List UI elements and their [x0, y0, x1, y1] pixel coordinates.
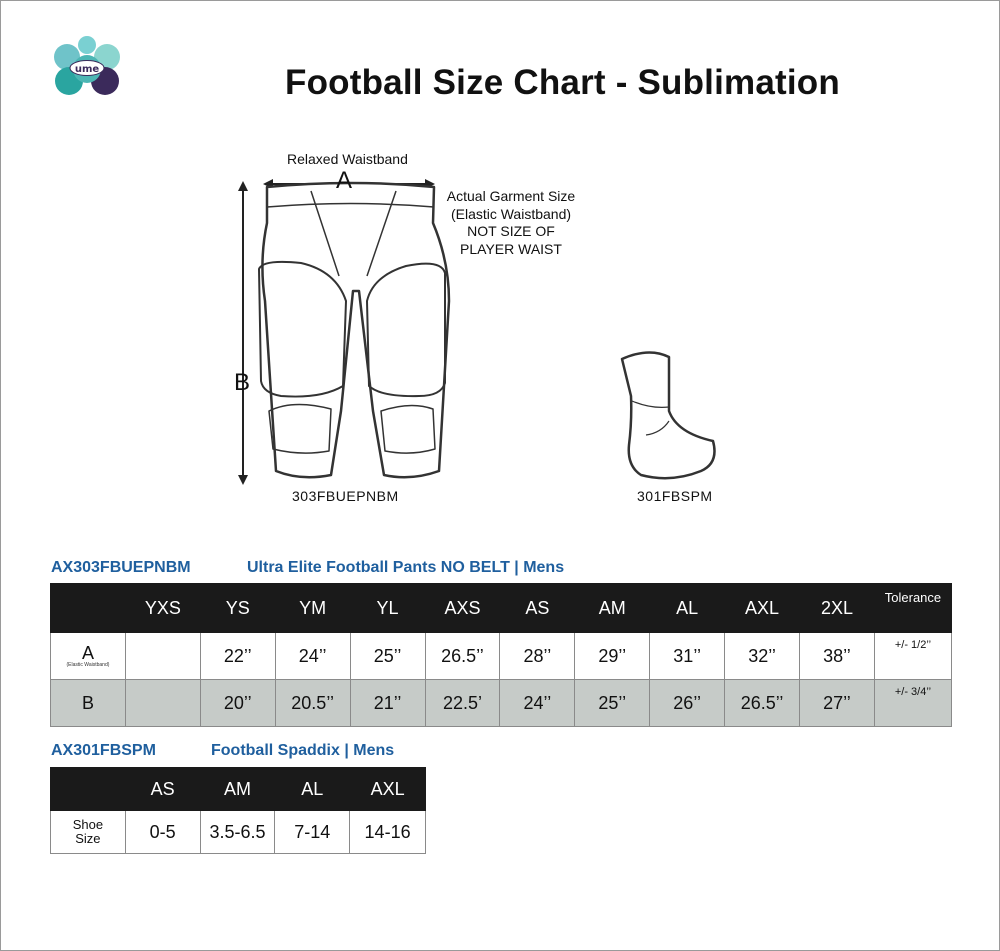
table-cell: 22.5’ [425, 680, 500, 727]
header-cell: AS [125, 768, 200, 811]
note-line: Actual Garment Size [446, 188, 576, 204]
table-cell: 26.5’’ [725, 680, 800, 727]
table-cell: 38’’ [800, 633, 875, 680]
table-cell: 21’’ [350, 680, 425, 727]
table-cell: 24’’ [275, 633, 350, 680]
table-cell: 28’’ [500, 633, 575, 680]
table-header-row [51, 584, 952, 633]
header-cell: AXL [350, 768, 426, 811]
note-line: PLAYER WAIST [460, 240, 562, 257]
row-label: Size [75, 831, 101, 846]
row-label-cell [51, 680, 126, 727]
table-cell: 24’’ [500, 680, 575, 727]
row-label-cell [51, 811, 126, 854]
table-cell [125, 680, 200, 727]
waistband-label: Relaxed Waistband [287, 151, 408, 167]
football-pants-drawing [259, 183, 449, 477]
table-row [51, 633, 952, 680]
table-cell: 26.5’’ [425, 633, 500, 680]
table-cell: 20.5’’ [275, 680, 350, 727]
header-cell [51, 768, 126, 811]
row-label: A [81, 642, 94, 663]
table-row [51, 680, 952, 727]
garment-illustration [1, 1, 1000, 521]
header-cell [51, 584, 126, 633]
dimension-b-label: B [234, 369, 251, 396]
header-cell: 2XL [800, 584, 875, 633]
table-cell [125, 633, 200, 680]
table-cell: 3.5-6.5 [200, 811, 275, 854]
logo-text: ume [74, 64, 100, 75]
spat-product-name: Football Spaddix | Mens [211, 742, 395, 759]
row-label-cell [51, 633, 126, 680]
table-cell: 14-16 [350, 811, 426, 854]
tolerance-cell: +/- 3/4’’ [874, 680, 951, 727]
pants-model-label: 303FBUEPNBM [292, 488, 399, 504]
table-cell: 0-5 [125, 811, 200, 854]
table-cell: 26’’ [650, 680, 725, 727]
header-cell: AM [200, 768, 275, 811]
page-title: Football Size Chart - Sublimation [285, 63, 840, 102]
header-cell: AXS [425, 584, 500, 633]
spat-product-code: AX301FBSPM [51, 742, 156, 759]
garment-size-note [431, 188, 591, 258]
header-cell-tolerance: Tolerance [874, 584, 951, 633]
dimension-a-label: A [336, 167, 353, 194]
header-cell: YL [350, 584, 425, 633]
pants-size-table [50, 583, 952, 727]
spat-size-table [50, 767, 426, 854]
table-cell: 7-14 [275, 811, 350, 854]
row-label: B [81, 693, 94, 713]
pants-product-name: Ultra Elite Football Pants NO BELT | Mens [247, 559, 565, 576]
row-sublabel: (Elastic Waistband) [66, 661, 110, 668]
header-cell: YS [200, 584, 275, 633]
spat-model-label: 301FBSPM [637, 488, 713, 504]
table-header-row [51, 768, 426, 811]
note-line: NOT SIZE OF [467, 223, 555, 239]
table-cell: 25’’ [575, 680, 650, 727]
table-cell: 32’’ [725, 633, 800, 680]
header-cell: AL [650, 584, 725, 633]
table-cell: 20’’ [200, 680, 275, 727]
header-cell: YXS [125, 584, 200, 633]
row-label: Shoe [72, 817, 104, 832]
header-cell: YM [275, 584, 350, 633]
header-cell: AL [275, 768, 350, 811]
note-line: (Elastic Waistband) [450, 205, 572, 222]
spat-drawing [622, 352, 715, 478]
table-cell: 22’’ [200, 633, 275, 680]
pants-product-code: AX303FBUEPNBM [51, 559, 191, 576]
table-cell: 31’’ [650, 633, 725, 680]
header-cell: AM [575, 584, 650, 633]
header-cell: AS [500, 584, 575, 633]
tolerance-cell: +/- 1/2’’ [874, 633, 951, 680]
table-cell: 29’’ [575, 633, 650, 680]
table-cell: 25’’ [350, 633, 425, 680]
table-cell: 27’’ [800, 680, 875, 727]
table-row [51, 811, 426, 854]
header-cell: AXL [725, 584, 800, 633]
